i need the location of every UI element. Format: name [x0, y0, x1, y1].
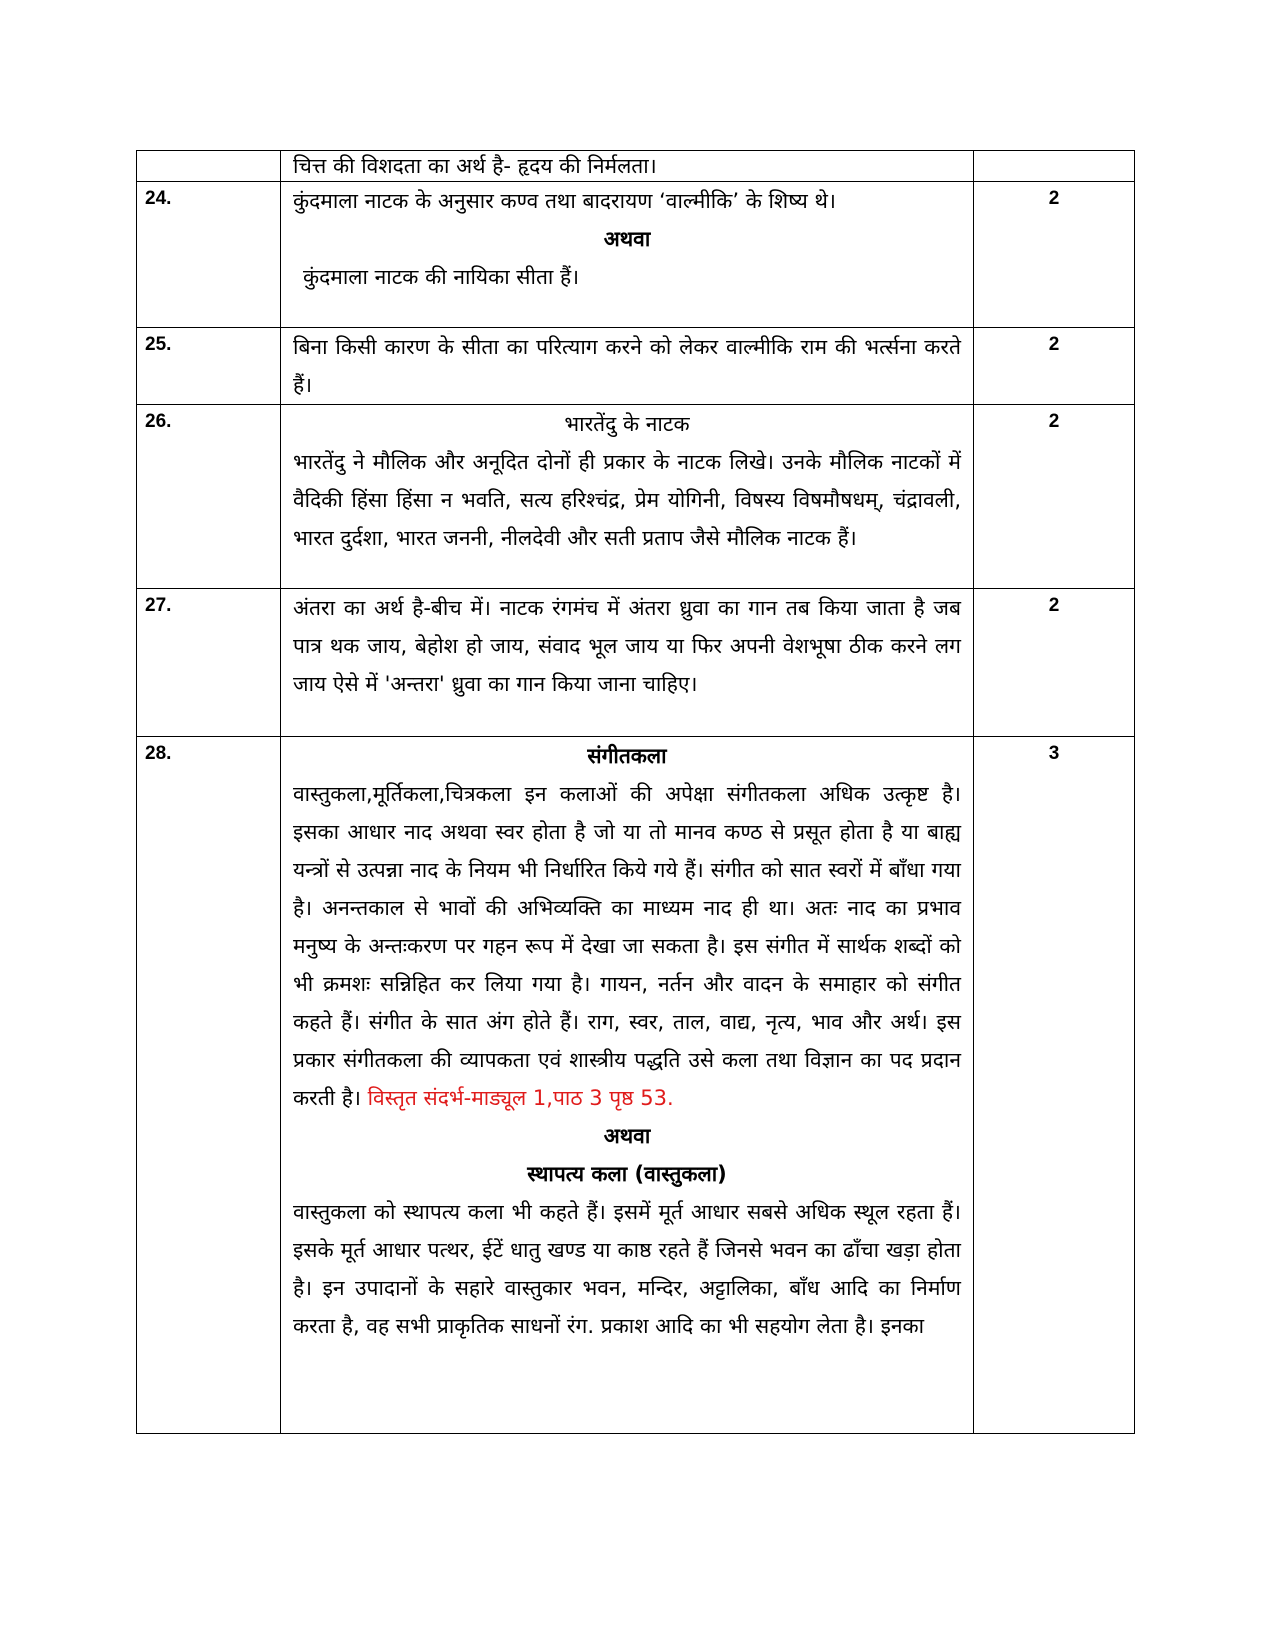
answer-key-page [136, 150, 1134, 1434]
table-row [137, 405, 1135, 589]
question-number: 27. [137, 589, 281, 737]
answer-cell [281, 182, 974, 328]
table-row [137, 151, 1135, 182]
answer-cell [281, 589, 974, 737]
question-number [137, 151, 281, 182]
or-label: अथवा [603, 1124, 651, 1148]
answer-text: कुंदमाला नाटक के अनुसार कण्व तथा बादरायण ‘वाल्मीकि’ के शिष्य थे। [293, 189, 836, 213]
answer-text: अंतरा का अर्थ है-बीच में। नाटक रंगमंच में अंतरा ध्रुवा का गान तब किया जाता है जब पात्र थक जाय, बेहोश हो जाय, संवाद भूल जाय या फिर अपनी वेशभूषा ठीक करने लग जाय ऐसे में 'अन्तरा' ध्रुवा का गान किया जाना चाहिए। [293, 596, 961, 696]
marks-cell: 2 [974, 589, 1135, 737]
answer-text-alt: वास्तुकला को स्थापत्य कला भी कहते हैं। इसमें मूर्त आधार सबसे अधिक स्थूल रहता हैं। इसके मूर्त आधार पत्थर, ईटें धातु खण्ड या काष्ठ रहते हैं जिनसे भवन का ढाँचा खड़ा होता है। इन उपादानों के सहारे वास्तुकार भवन, मन्दिर, अट्टालिका, बाँध आदि का निर्माण करता है, वह सभी प्राकृतिक साधनों रंग. प्रकाश आदि का भी सहयोग लेता है। इनका [293, 1200, 961, 1338]
answer-table [136, 150, 1135, 1434]
answer-heading: संगीतकला [587, 744, 667, 768]
answer-paragraph [293, 775, 961, 1117]
or-label: अथवा [603, 227, 651, 251]
marks-cell: 2 [974, 405, 1135, 589]
marks-cell: 2 [974, 328, 1135, 405]
answer-heading: भारतेंदु के नाटक [564, 412, 690, 436]
answer-text-alt: कुंदमाला नाटक की नायिका सीता हैं। [303, 265, 580, 289]
table-row [137, 737, 1135, 1434]
marks-cell [974, 151, 1135, 182]
table-row [137, 182, 1135, 328]
answer-cell [281, 328, 974, 405]
answer-text: चित्त की विशदता का अर्थ है- हृदय की निर्मलता। [293, 154, 657, 178]
answer-cell [281, 405, 974, 589]
answer-cell [281, 151, 974, 182]
marks-cell: 3 [974, 737, 1135, 1434]
marks-cell: 2 [974, 182, 1135, 328]
question-number: 28. [137, 737, 281, 1434]
table-row [137, 589, 1135, 737]
answer-text: भारतेंदु ने मौलिक और अनूदित दोनों ही प्रकार के नाटक लिखे। उनके मौलिक नाटकों में वैदिकी हिंसा हिंसा न भवति, सत्य हरिश्चंद्र, प्रेम योगिनी, विषस्य विषमौषधम्, चंद्रावली, भारत दुर्दशा, भारत जननी, नीलदेवी और सती प्रताप जैसे मौलिक नाटक हैं। [293, 450, 961, 550]
answer-heading-alt: स्थापत्य कला (वास्तुकला) [527, 1162, 727, 1186]
question-number: 26. [137, 405, 281, 589]
question-number: 24. [137, 182, 281, 328]
question-number: 25. [137, 328, 281, 405]
table-row [137, 328, 1135, 405]
answer-cell [281, 737, 974, 1434]
reference-note: विस्तृत संदर्भ-माड्यूल 1,पाठ 3 पृष्ठ 53. [367, 1086, 674, 1110]
answer-text: वास्तुकला,मूर्तिकला,चित्रकला इन कलाओं की अपेक्षा संगीतकला अधिक उत्कृष्ट है। इसका आधार नाद अथवा स्वर होता है जो या तो मानव कण्ठ से प्रसूत होता है या बाह्य यन्त्रों से उत्पन्ना नाद के नियम भी निर्धारित किये गये हैं। संगीत को सात स्वरों में बाँधा गया है। अनन्तकाल से भावों की अभिव्यक्ति का माध्यम नाद ही था। अतः नाद का प्रभाव मनुष्य के अन्तःकरण पर गहन रूप में देखा जा सकता है। इस संगीत में सार्थक शब्दों को भी क्रमशः सन्निहित कर लिया गया है। गायन, नर्तन और वादन के समाहार को संगीत कहते हैं। संगीत के सात अंग होते हैं। राग, स्वर, ताल, वाद्य, नृत्य, भाव और अर्थ। इस प्रकार संगीतकला की व्यापकता एवं शास्त्रीय पद्धति उसे कला तथा विज्ञान का पद प्रदान करती है। [293, 782, 961, 1110]
answer-text: बिना किसी कारण के सीता का परित्याग करने को लेकर वाल्मीकि राम की भर्त्सना करते हैं। [293, 335, 961, 397]
